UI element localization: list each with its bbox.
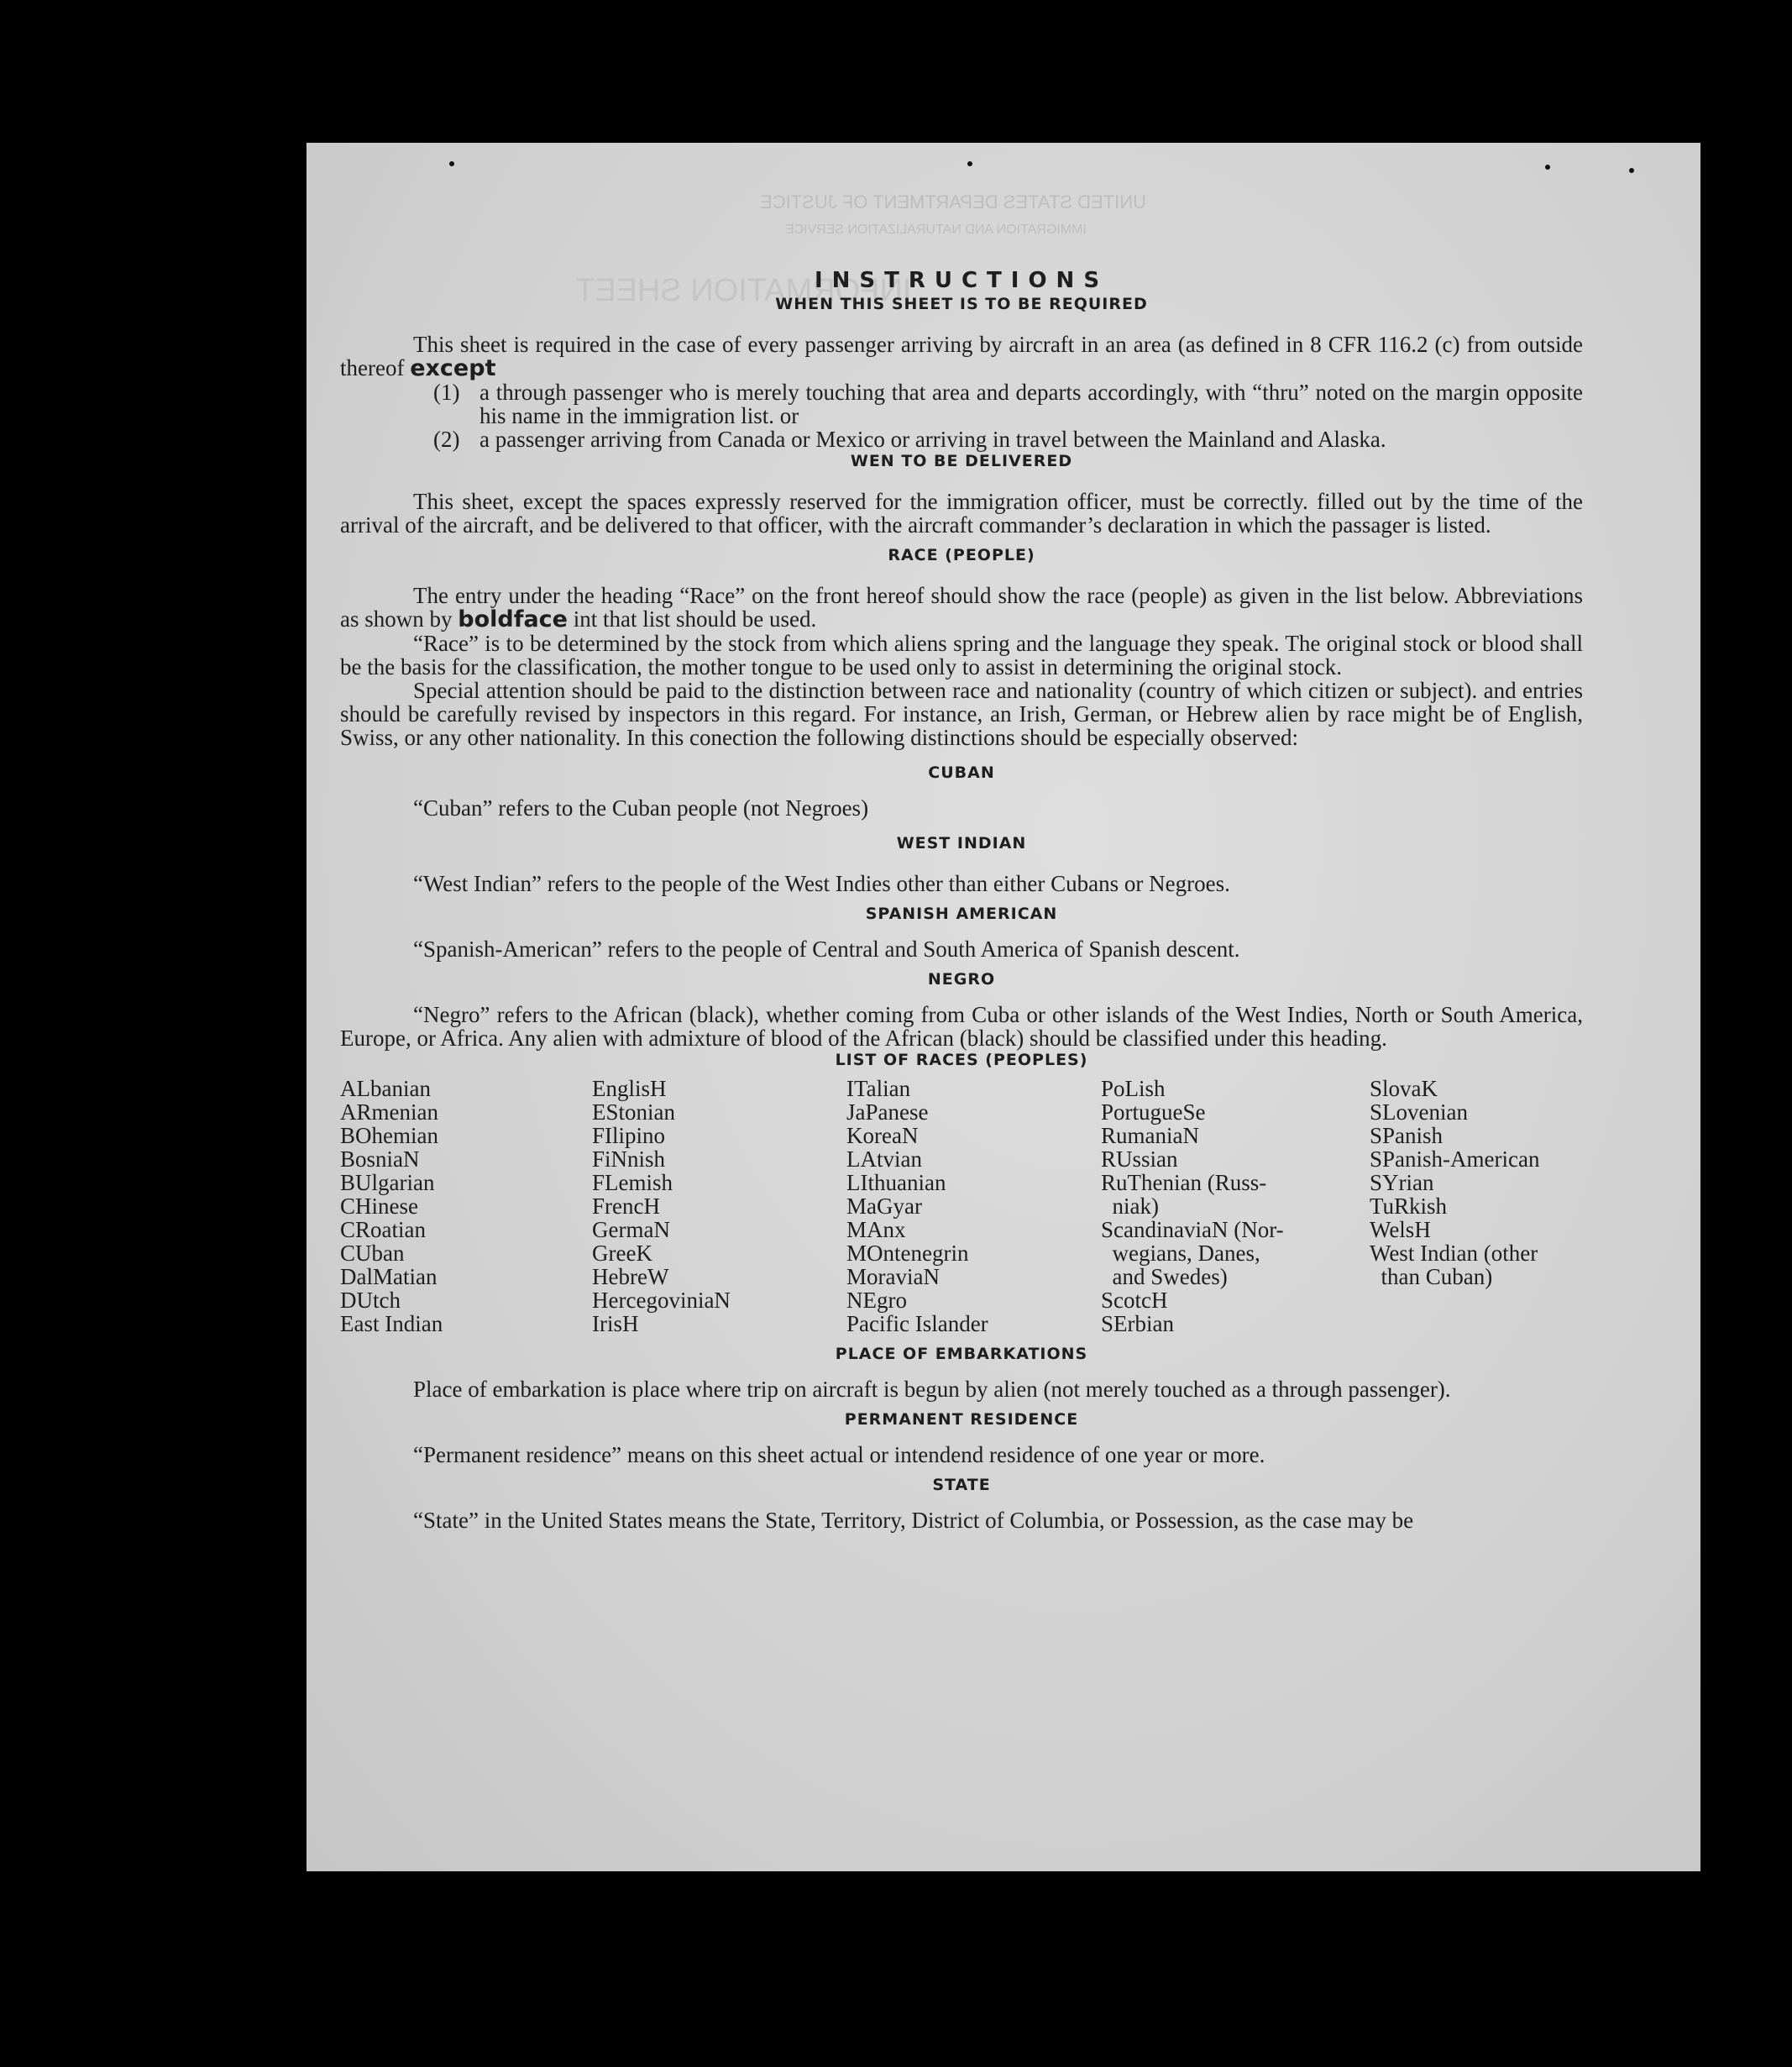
race-entry: HercegoviniaN xyxy=(592,1288,731,1313)
cuban-paragraph: “Cuban” refers to the Cuban people (not Negroes) xyxy=(413,795,869,821)
race-entry: SErbian xyxy=(1101,1311,1174,1336)
instructions-body xyxy=(340,267,1583,1532)
spanish-american-paragraph: “Spanish-American” refers to the people of Central and South America of Spanish descent. xyxy=(413,936,1240,962)
race-entry: SLovenian xyxy=(1370,1099,1468,1125)
race-entry: PortugueSe xyxy=(1101,1099,1206,1125)
race-entry: SPanish-American xyxy=(1370,1146,1540,1172)
race-entry: FiNnish xyxy=(592,1146,666,1172)
race-entry: RuThenian (Russ- xyxy=(1101,1170,1267,1195)
item-number: (1) xyxy=(433,380,460,405)
state-paragraph: “State” in the United States means the State, Territory, District of Columbia, or Possession, as the case may be xyxy=(413,1508,1414,1533)
race-entry: MOntenegrin xyxy=(846,1241,969,1266)
embarkation-paragraph: Place of embarkation is place where trip on aircraft is begun by alien (not merely touched as a through passenger). xyxy=(413,1377,1451,1402)
show-through-text: UNITED STATES DEPARTMENT OF JUSTICE xyxy=(760,191,1147,212)
section-heading-cuban: CUBAN xyxy=(928,763,995,782)
race-paragraph: “Race” is to be determined by the stock from which aliens spring and the language they speak. The original stock or blood shall be the basis for the classification, the mother tongue to be used only to assist in determining the original stock. xyxy=(340,631,1583,679)
required-paragraph xyxy=(340,333,1583,380)
race-entry: ITalian xyxy=(846,1076,911,1101)
section-heading-spanish-american: SPANISH AMERICAN xyxy=(865,905,1058,923)
race-entry: FrencH xyxy=(592,1194,660,1219)
race-entry: ARmenian xyxy=(340,1099,438,1125)
race-entry: TuRkish xyxy=(1370,1194,1448,1219)
race-entry: CRoatian xyxy=(340,1217,426,1242)
race-entry: East Indian xyxy=(340,1311,443,1336)
race-entry: wegians, Danes, xyxy=(1101,1241,1260,1266)
list-item xyxy=(340,428,1583,451)
race-entry: LAtvian xyxy=(846,1146,922,1172)
race-entry: MAnx xyxy=(846,1217,906,1242)
west-indian-paragraph: “West Indian” refers to the people of the West Indies other than either Cubans or Negroes. xyxy=(413,871,1230,896)
section-heading-embarkation: PLACE OF EMBARKATIONS xyxy=(835,1345,1088,1363)
races-column xyxy=(592,1077,846,1335)
section-heading-list-of-races: LIST OF RACES (PEOPLES) xyxy=(835,1051,1088,1069)
race-entry: DalMatian xyxy=(340,1264,438,1289)
required-text: This sheet is required in the case of every passenger arriving by aircraft in an area (as defined in 8 CFR 116.2 (c) from outside thereof xyxy=(340,332,1583,380)
races-column xyxy=(1370,1077,1583,1335)
race-entry: RumaniaN xyxy=(1101,1123,1199,1148)
item-text: a passenger arriving from Canada or Mexico or arriving in travel between the Mainland and Alaska. xyxy=(479,427,1386,452)
race-entry: DUtch xyxy=(340,1288,401,1313)
race-paragraph: Special attention should be paid to the distinction between race and nationality (country of which citizen or subject). and entries should be carefully revised by inspectors in this regard. For instance, an Irish, German, or Hebrew alien by race might be of English, Swiss, or any other nationality. In this conection the following distinctions should be especially observed: xyxy=(340,678,1583,750)
boldface-word: boldface xyxy=(458,606,568,632)
races-column xyxy=(1101,1077,1370,1335)
page-title: INSTRUCTIONS xyxy=(814,268,1109,293)
race-entry: and Swedes) xyxy=(1101,1264,1228,1289)
section-heading-race: RACE (PEOPLE) xyxy=(888,546,1035,564)
section-heading-delivered: WEN TO BE DELIVERED xyxy=(850,452,1073,470)
list-item xyxy=(340,380,1583,428)
race-entry: KoreaN xyxy=(846,1123,919,1148)
race-entry: niak) xyxy=(1101,1194,1159,1219)
race-paragraph xyxy=(340,584,1583,632)
negro-paragraph: “Negro” refers to the African (black), whether coming from Cuba or other islands of the West Indies, North or South America, Europe, or Africa. Any alien with admixture of blood of the African (black) should be classified under this heading. xyxy=(340,1002,1583,1051)
race-entry: CHinese xyxy=(340,1194,418,1219)
speck xyxy=(1545,165,1550,170)
race-entry: SlovaK xyxy=(1370,1076,1438,1101)
race-entry: CUban xyxy=(340,1241,405,1266)
speck xyxy=(1629,168,1634,173)
section-heading-west-indian: WEST INDIAN xyxy=(896,834,1027,853)
except-bold: except xyxy=(410,355,496,381)
item-text: a through passenger who is merely touching that area and departs accordingly, with “thru” noted on the margin opposite his name in the immigration list. or xyxy=(479,380,1583,428)
item-number: (2) xyxy=(433,427,460,452)
race-entry: FIlipino xyxy=(592,1123,666,1148)
race-entry: GermaN xyxy=(592,1217,670,1242)
race-entry: MoraviaN xyxy=(846,1264,940,1289)
race-entry: BosniaN xyxy=(340,1146,420,1172)
race-entry: West Indian (other xyxy=(1370,1241,1538,1266)
race-entry: BUlgarian xyxy=(340,1170,435,1195)
race-entry: than Cuban) xyxy=(1370,1264,1493,1289)
section-heading-state: STATE xyxy=(932,1476,991,1494)
speck xyxy=(449,161,454,166)
section-heading-negro: NEGRO xyxy=(927,970,996,989)
race-entry: FLemish xyxy=(592,1170,673,1195)
race-entry: EnglisH xyxy=(592,1076,667,1101)
race-entry: HebreW xyxy=(592,1264,669,1289)
race-entry: JaPanese xyxy=(846,1099,929,1125)
race-entry: NEgro xyxy=(846,1288,907,1313)
race-text: The entry under the heading “Race” on the front hereof should show the race (people) as given in the list below. Abbreviations as shown by xyxy=(340,583,1583,632)
show-through-text: INFORMATION SHEET xyxy=(575,273,912,308)
delivered-paragraph: This sheet, except the spaces expressly reserved for the immigration officer, must be correctly. filled out by the time of the arrival of the aircraft, and be delivered to that officer, with the aircraft commander’s declaration in which the passager is listed. xyxy=(340,489,1583,538)
race-entry: IrisH xyxy=(592,1311,639,1336)
section-heading-required: WHEN THIS SHEET IS TO BE REQUIRED xyxy=(775,295,1148,313)
races-table xyxy=(340,1077,1583,1335)
race-entry: PoLish xyxy=(1101,1076,1166,1101)
speck xyxy=(967,161,972,166)
residence-paragraph: “Permanent residence” means on this sheet actual or intendend residence of one year or more. xyxy=(413,1442,1265,1467)
race-entry: ScotcH xyxy=(1101,1288,1168,1313)
race-entry: RUssian xyxy=(1101,1146,1178,1172)
race-entry: MaGyar xyxy=(846,1194,922,1219)
race-entry: ALbanian xyxy=(340,1076,431,1101)
race-entry: ScandinaviaN (Nor- xyxy=(1101,1217,1284,1242)
race-text: int that list should be used. xyxy=(568,606,817,632)
race-entry: GreeK xyxy=(592,1241,652,1266)
race-entry: LIthuanian xyxy=(846,1170,946,1195)
race-entry: BOhemian xyxy=(340,1123,438,1148)
race-entry: SPanish xyxy=(1370,1123,1444,1148)
section-heading-permanent-residence: PERMANENT RESIDENCE xyxy=(844,1410,1079,1429)
races-column xyxy=(340,1077,592,1335)
show-through-text: IMMIGRATION AND NATURALIZATION SERVICE xyxy=(785,223,1087,237)
race-entry: WelsH xyxy=(1370,1217,1431,1242)
races-column xyxy=(846,1077,1101,1335)
race-entry: SYrian xyxy=(1370,1170,1434,1195)
race-entry: EStonian xyxy=(592,1099,675,1125)
race-entry: Pacific Islander xyxy=(846,1311,988,1336)
